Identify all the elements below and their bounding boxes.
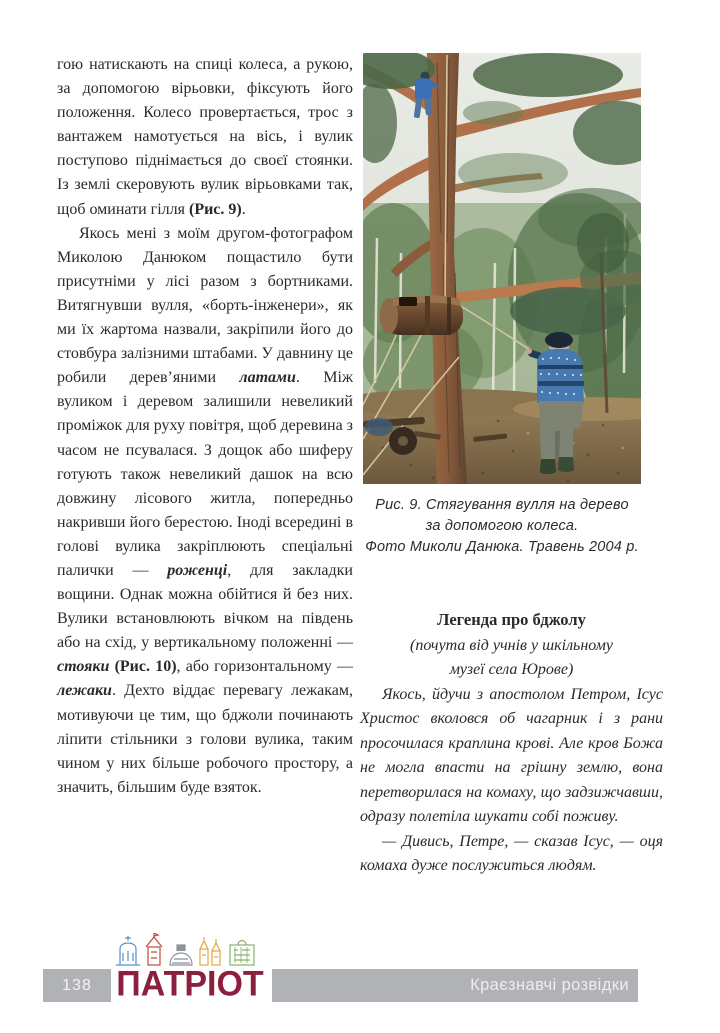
legend-title: Легенда про бджолу (437, 610, 586, 629)
legend-subtitle-line2: музеї села Юрове) (449, 661, 574, 678)
figure-reference: (Рис. 9) (188, 200, 242, 218)
patriot-logo (111, 933, 269, 1003)
legend-section (360, 608, 663, 879)
paragraph-wheel-hoisting (57, 53, 353, 222)
text-run: . Між вуликом і деревом залишили невеликий проміжок для руху повітря, щоб деревина з часом не псувалася. З дощок або шиферу готують також невеликий дашок на всю довжину лісового житла, попередньо накривши його берестою. Іноді всередині в голові вулика закріплюють спеціальні палички — (57, 369, 353, 579)
term-latamy: латами (239, 369, 296, 387)
legend-paragraph: Якось, йдучи з апостолом Петром, Ісус Христос вколовся об чагарник і з рани просочилася краплина крові. Але кров Божа не могла впасти на грішну землю, вона перетворилася на комаху, що задзижчавши, одразу полетіла шукати собі поживу. (360, 685, 663, 825)
logo-wordmark: ПАТРІОТ (116, 964, 264, 1004)
text-run: Якось мені з моїм другом-фотографом Миколою Данюком пощастило бути присутніми у лісі разом з бортниками. Витягнувши вулля, «борть-інженери», як ми їх жартома назвали, закріпили його до стовбура залізними штабами. У давнину це робили дерев’яними (57, 224, 353, 387)
text-run: . (241, 200, 246, 218)
page-number: 138 (62, 976, 92, 994)
footer-page-number-bar (43, 969, 111, 1002)
term-stoyaky: стояки (57, 658, 110, 676)
sapling-foliage (577, 213, 629, 273)
caption-line: Рис. 9. Стягування вулля на дерево (375, 497, 629, 513)
caption-line: за допомогою колеса. (425, 518, 579, 534)
text-run: , або горизонтальному — (176, 658, 353, 676)
figure-photo (363, 53, 641, 484)
section-title: Краєзнавчі розвідки (470, 976, 629, 994)
logo-buildings-icon (114, 933, 266, 967)
footer-section-bar (272, 969, 638, 1002)
text-run: , для закладки вощини. Однак можна обійтися й без них. Вулики встановлюють вічком на південь або на схід, у вертикальному положенні — (57, 561, 353, 652)
caption-line: Фото Миколи Данюка. Травень 2004 р. (365, 539, 639, 555)
term-lezhaky: лежаки (57, 682, 112, 700)
figure-caption (363, 495, 641, 558)
paragraph-bort-engineers (57, 222, 353, 800)
log-hive (380, 295, 463, 335)
left-text-column (57, 53, 353, 800)
legend-subtitle-line1: (почута від учнів у шкільному (410, 636, 613, 654)
text-run: . Дехто віддає перевагу лежакам, мотивуючи це тим, що бджоли починають ліпити стільники з голови вулика, таким чином у них більше робочого простору, а значить, більшим буде взяток. (57, 682, 353, 796)
term-rozhentsi: роженці (167, 561, 228, 579)
legend-paragraph: — Дивись, Петре, — сказав Ісус, — оця комаха дуже послужиться людям. (360, 832, 663, 874)
right-column (360, 53, 663, 879)
text-run: гою натискають на спиці колеса, а рукою, за допомогою вірьовки, фіксують його положення. Колесо провертається, трос з вантажем намотується на вісь, і вулик поступово піднімається до своєї стоянки. Із землі скеровують вулик вірьовками так, щоб оминати гілля (57, 56, 353, 218)
figure-reference: (Рис. 10) (114, 658, 177, 676)
